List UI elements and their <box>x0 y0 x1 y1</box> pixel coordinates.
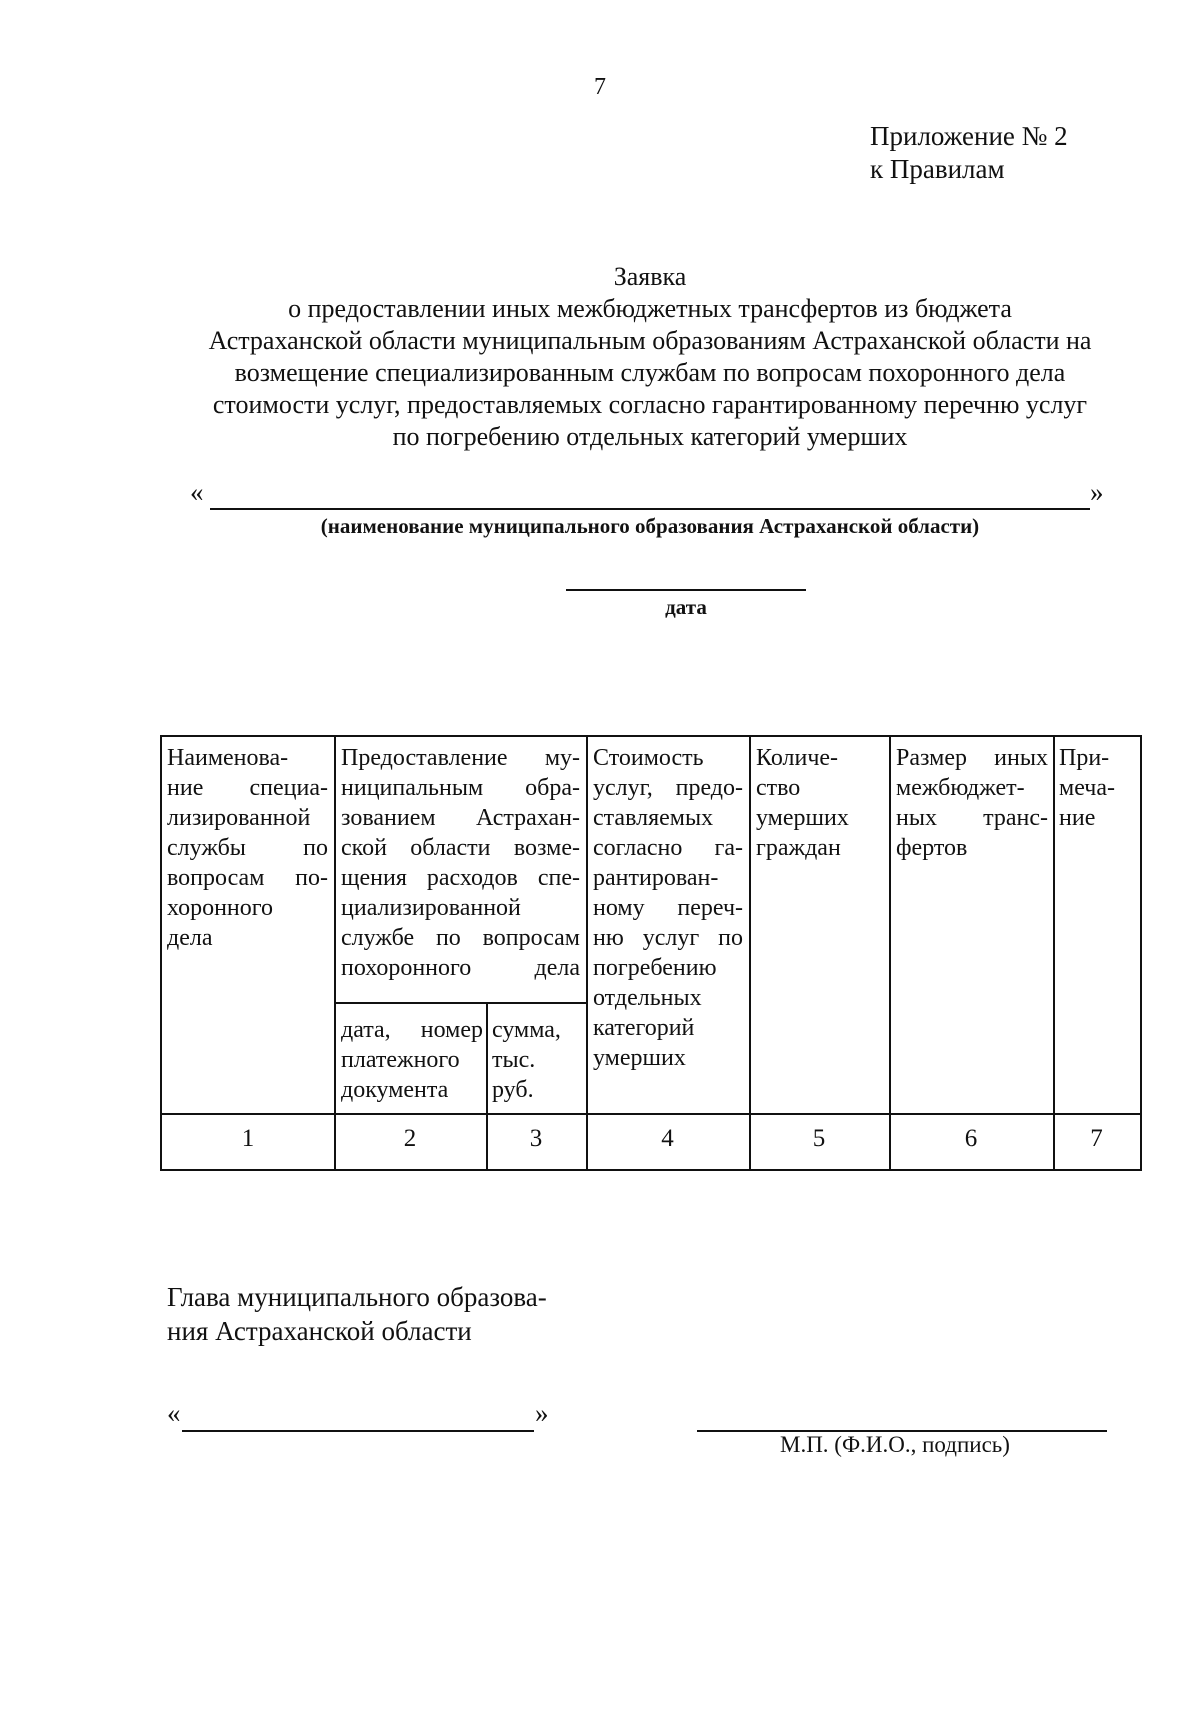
signer-title: Глава муниципального образова- ния Астраханской области <box>167 1282 547 1346</box>
header-service-name: Наименова- ние специа- лизированной службы по вопросам по- хоронного дела <box>167 745 328 951</box>
title-heading: Заявка <box>613 262 687 291</box>
header-compensation: Предоставление му- ниципальным обра- зованием Астрахан- ской области возме- щения расходов спе- циализированной службе по вопросам похоронного дела <box>341 745 580 981</box>
appendix-label <box>870 120 1068 186</box>
signature-date-line[interactable] <box>182 1430 534 1432</box>
title-line: возмещение специализированным службам по вопросам похоронного дела <box>234 358 1066 387</box>
document-title <box>150 261 1150 453</box>
name-fill-line[interactable] <box>210 508 1090 510</box>
date-fill-line[interactable] <box>566 589 806 591</box>
name-open-quote: « <box>190 477 204 507</box>
column-number: 3 <box>529 1125 543 1152</box>
column-number: 4 <box>661 1125 674 1152</box>
application-table <box>160 735 1142 1171</box>
header-note: При- меча- ние <box>1059 745 1115 831</box>
header-deceased-count: Количе- ство умерших граждан <box>756 745 849 861</box>
column-divider <box>749 737 751 1169</box>
name-close-quote: » <box>1090 477 1104 507</box>
column-number: 7 <box>1090 1125 1103 1152</box>
signature-close-quote: » <box>535 1398 549 1428</box>
title-line: о предоставлении иных межбюджетных трансфертов из бюджета <box>288 294 1012 323</box>
date-caption: дата <box>665 595 707 619</box>
title-line: Астраханской области муниципальным образованиям Астраханской области на <box>208 326 1092 355</box>
page-number: 7 <box>594 74 606 100</box>
signature-open-quote: « <box>167 1398 181 1428</box>
column-number: 1 <box>241 1125 255 1152</box>
header-payment-document: дата, номер платежного документа <box>341 1017 483 1103</box>
signature-caption: М.П. (Ф.И.О., подпись) <box>780 1432 1010 1457</box>
column-divider <box>1053 737 1055 1169</box>
row-divider <box>334 1002 586 1004</box>
header-service-cost: Стоимость услуг, предо- ставляемых согласно га- рантирован- ному переч- ню услуг по погребению отдельных категорий умерших <box>593 745 743 1071</box>
title-line: по погребению отдельных категорий умерших <box>392 422 908 451</box>
column-divider <box>586 737 588 1169</box>
column-number: 6 <box>964 1125 978 1152</box>
column-number: 5 <box>812 1125 826 1152</box>
column-divider <box>889 737 891 1169</box>
row-divider <box>162 1113 1140 1115</box>
name-caption: (наименование муниципального образования Астраханской области) <box>320 514 980 538</box>
header-amount: сумма, тыс. руб. <box>492 1017 561 1103</box>
appendix-line-2: к Правилам <box>870 154 1005 184</box>
title-line: стоимости услуг, предоставляемых согласно гарантированному перечню услуг <box>212 390 1088 419</box>
column-divider <box>334 737 336 1169</box>
header-transfer-amount: Размер иных межбюджет- ных транс- фертов <box>896 745 1048 861</box>
appendix-line-1: Приложение № 2 <box>870 121 1068 151</box>
column-number: 2 <box>403 1125 417 1152</box>
